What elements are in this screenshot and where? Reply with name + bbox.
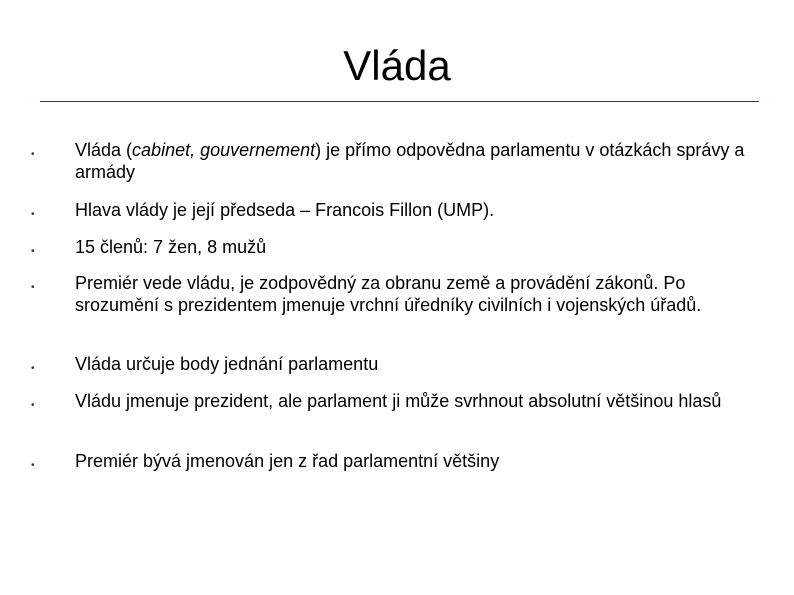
bullet-text: Premiér bývá jmenován jen z řad parlamentní většiny (75, 451, 500, 471)
bullet-text: Vláda určuje body jednání parlamentu (75, 354, 379, 374)
slide-title: Vláda (343, 42, 451, 89)
bullet-dot-icon: • (31, 460, 35, 471)
bullet-dot-icon: • (31, 209, 35, 220)
bullet-text-part: Vláda ( (75, 140, 133, 160)
bullet-dot-icon: • (31, 282, 35, 293)
bullet-text-part: ) je přímo odpovědna parlamentu v otázkách správy a armády (75, 140, 745, 182)
title-divider (40, 101, 759, 102)
bullet-dot-icon: • (31, 363, 35, 374)
bullet-text (75, 139, 765, 183)
bullet-dot-icon: • (31, 400, 35, 411)
bullet-text-italic: cabinet, gouvernement (132, 140, 316, 160)
bullet-dot-icon: • (31, 149, 35, 160)
bullet-text: Hlava vlády je její předseda – Francois Fillon (UMP). (75, 200, 495, 220)
bullet-text: Premiér vede vládu, je zodpovědný za obranu země a provádění zákonů. Po srozumění s prezidentem jmenuje vrchní úředníky civilních i vojenských úřadů. (75, 273, 702, 315)
bullet-text: Vládu jmenuje prezident, ale parlament ji může svrhnout absolutní většinou hlasů (75, 391, 722, 411)
bullet-text: 15 členů: 7 žen, 8 mužů (75, 237, 267, 257)
bullet-dot-icon: • (31, 246, 35, 257)
